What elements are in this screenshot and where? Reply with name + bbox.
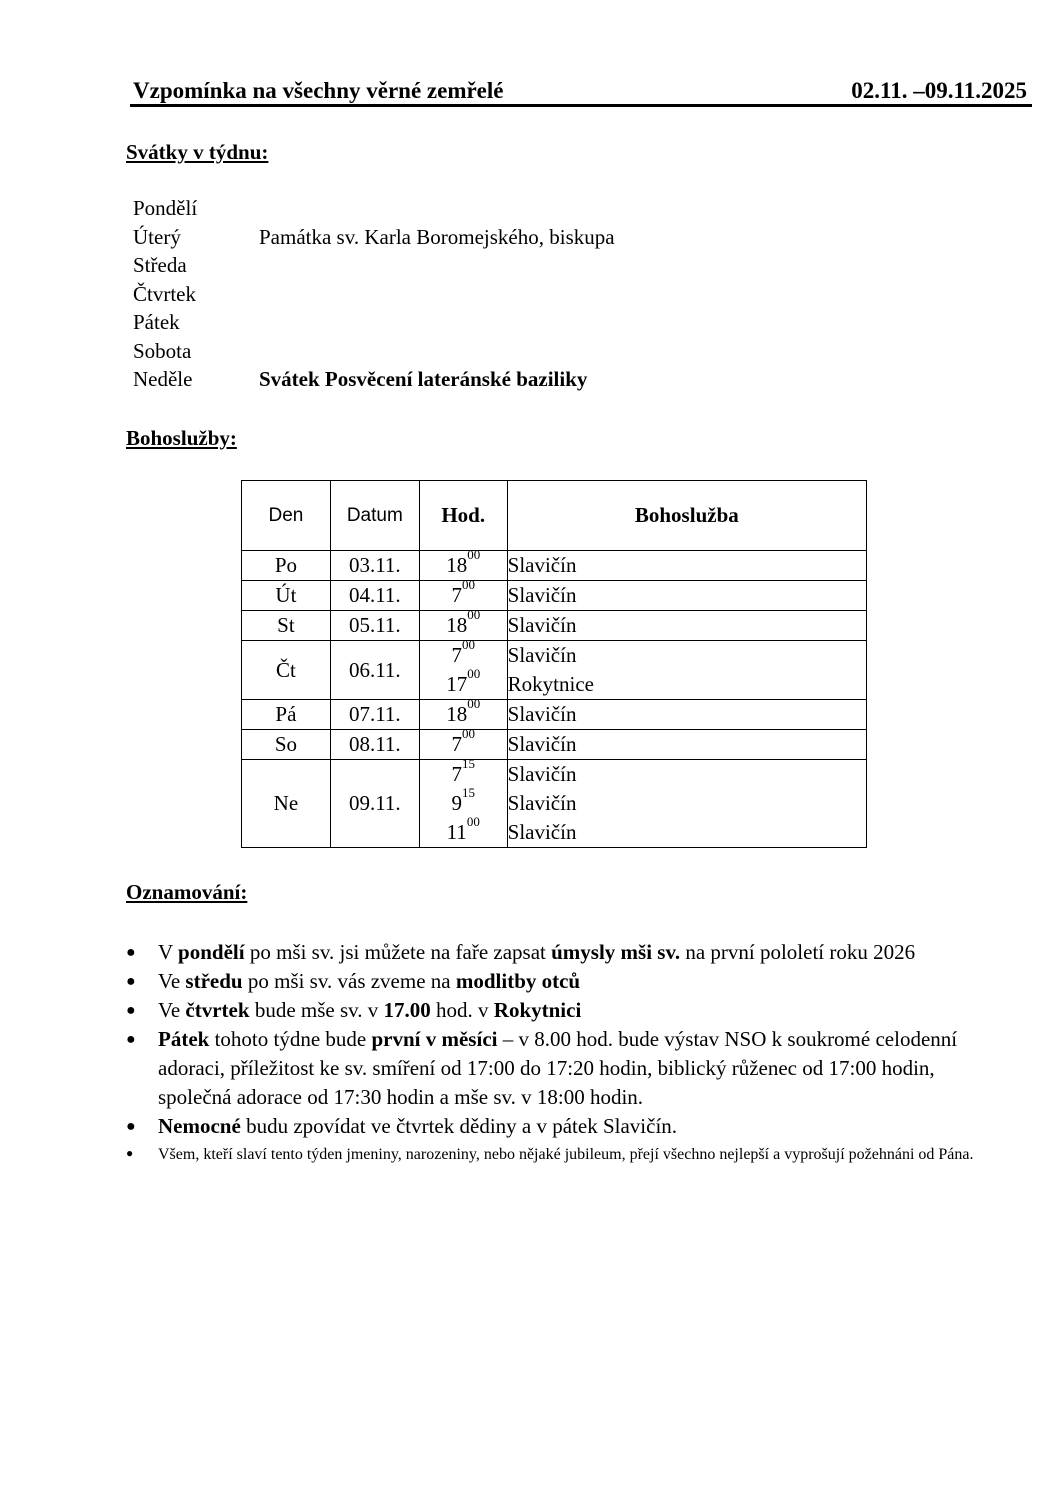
service-places [507, 611, 866, 641]
feast-name: Svátek Posvěcení lateránské baziliky [259, 367, 588, 391]
feast-day: Středa [133, 253, 187, 277]
service-time: $7^{15}$ [451, 756, 475, 786]
service-place: Slavičín [507, 553, 577, 577]
service-hours [419, 577, 507, 611]
service-place: Slavičín [507, 643, 577, 667]
header-date: Datum [330, 481, 419, 551]
service-date: 08.11. [330, 730, 419, 760]
service-time: $18^{00}$ [446, 547, 481, 577]
service-places [507, 551, 866, 581]
bullet-icon: ● [126, 1146, 134, 1160]
feast-row [133, 308, 259, 337]
service-day: Út [242, 581, 331, 611]
document-title: Vzpomínka na všechny věrné zemřelé [133, 78, 504, 103]
feast-row [133, 223, 615, 252]
service-places [507, 641, 866, 700]
bullet-icon: ● [126, 1118, 136, 1135]
service-place: Slavičín [507, 583, 577, 607]
service-time: $17^{00}$ [446, 666, 481, 696]
header-service: Bohoslužba [507, 481, 866, 551]
date-range: 02.11. –09.11.2025 [851, 78, 1027, 103]
services-header-row [242, 481, 867, 551]
feast-day: Úterý [133, 224, 181, 249]
service-time: $7^{00}$ [451, 637, 475, 667]
service-row [242, 551, 867, 581]
bullet-icon: ● [126, 1002, 136, 1019]
service-hours [419, 726, 507, 760]
service-row [242, 581, 867, 611]
service-day: Čt [242, 641, 331, 700]
header-hour: Hod. [419, 481, 507, 551]
services-heading: Bohoslužby: [126, 426, 237, 450]
service-hours [419, 607, 507, 641]
service-places [507, 700, 866, 730]
header-day: Den [242, 481, 331, 551]
announcement-item: ● Všem, kteří slaví tento týden jmeniny, narozeniny, nebo nějaké jubileum, přejí všechno nejlepší a vyprošují požehnáni od Pána. [126, 1141, 996, 1166]
service-hours [419, 696, 507, 730]
service-date: 03.11. [330, 551, 419, 581]
feast-name: Památka sv. Karla Boromejského, biskupa [259, 224, 615, 249]
announcements-heading: Oznamování: [126, 880, 248, 904]
announcement-item: ● Nemocné budu zpovídat ve čtvrtek dědiny a v pátek Slavičín. [126, 1112, 996, 1141]
service-time: $18^{00}$ [446, 696, 481, 726]
services-table [241, 480, 867, 848]
service-date: 06.11. [330, 641, 419, 700]
service-places [507, 581, 866, 611]
announcement-item: ● Ve čtvrtek bude mše sv. v 17.00 hod. v Rokytnici [126, 996, 996, 1025]
service-day: St [242, 611, 331, 641]
feast-day: Čtvrtek [133, 281, 196, 306]
service-day: Pá [242, 700, 331, 730]
feasts-heading: Svátky v týdnu: [126, 140, 269, 164]
service-row [242, 760, 867, 848]
service-date: 09.11. [330, 760, 419, 848]
service-time: $7^{00}$ [451, 577, 475, 607]
feast-row [133, 365, 587, 394]
feast-day: Sobota [133, 338, 192, 363]
announcement-item: ● V pondělí po mši sv. jsi můžete na faře zapsat úmysly mši sv. na první pololetí roku 2026 [126, 938, 996, 967]
feast-row [133, 251, 259, 280]
feast-day: Pátek [133, 310, 180, 334]
feast-row [133, 280, 259, 309]
service-places [507, 760, 866, 848]
service-date: 04.11. [330, 581, 419, 611]
service-places [507, 730, 866, 760]
feast-day: Neděle [133, 367, 193, 391]
header-divider [130, 104, 1032, 107]
service-place: Slavičín [507, 762, 577, 786]
service-place: Slavičín [507, 702, 577, 726]
service-time: $9^{15}$ [451, 785, 475, 815]
bullet-icon: ● [126, 973, 136, 990]
feast-row [133, 337, 259, 366]
service-place: Slavičín [507, 613, 577, 637]
service-time: $7^{00}$ [451, 726, 475, 756]
announcement-item: ● Pátek tohoto týdne bude první v měsíci – v 8.00 hod. bude výstav NSO k soukromé celodenní adoraci, příležitost ke sv. smíření od 17:00 do 17:20 hodin, biblický růženec od 17:00 hodin, společná adorace od 17:30 hodin a mše sv. v 18:00 hodin. [126, 1027, 958, 1109]
service-place: Rokytnice [507, 672, 594, 696]
service-date: 07.11. [330, 700, 419, 730]
service-place: Slavičín [507, 791, 577, 815]
bullet-icon: ● [126, 944, 136, 961]
feast-row [133, 194, 259, 223]
service-row [242, 641, 867, 700]
service-time: $18^{00}$ [446, 607, 481, 637]
service-hours [419, 547, 507, 581]
service-place: Slavičín [507, 820, 577, 844]
service-day: Po [242, 551, 331, 581]
service-day: So [242, 730, 331, 760]
service-row [242, 730, 867, 760]
service-day: Ne [242, 760, 331, 848]
bullet-icon: ● [126, 1031, 136, 1048]
announcement-item: ● Ve středu po mši sv. vás zveme na modlitby otců [126, 967, 996, 996]
service-time: $11^{00}$ [446, 814, 480, 844]
service-hours [419, 637, 507, 700]
service-row [242, 700, 867, 730]
service-hours [419, 756, 507, 848]
feast-day: Pondělí [133, 196, 198, 220]
service-row [242, 611, 867, 641]
service-date: 05.11. [330, 611, 419, 641]
announcements-list [126, 938, 996, 1166]
service-place: Slavičín [507, 732, 577, 756]
